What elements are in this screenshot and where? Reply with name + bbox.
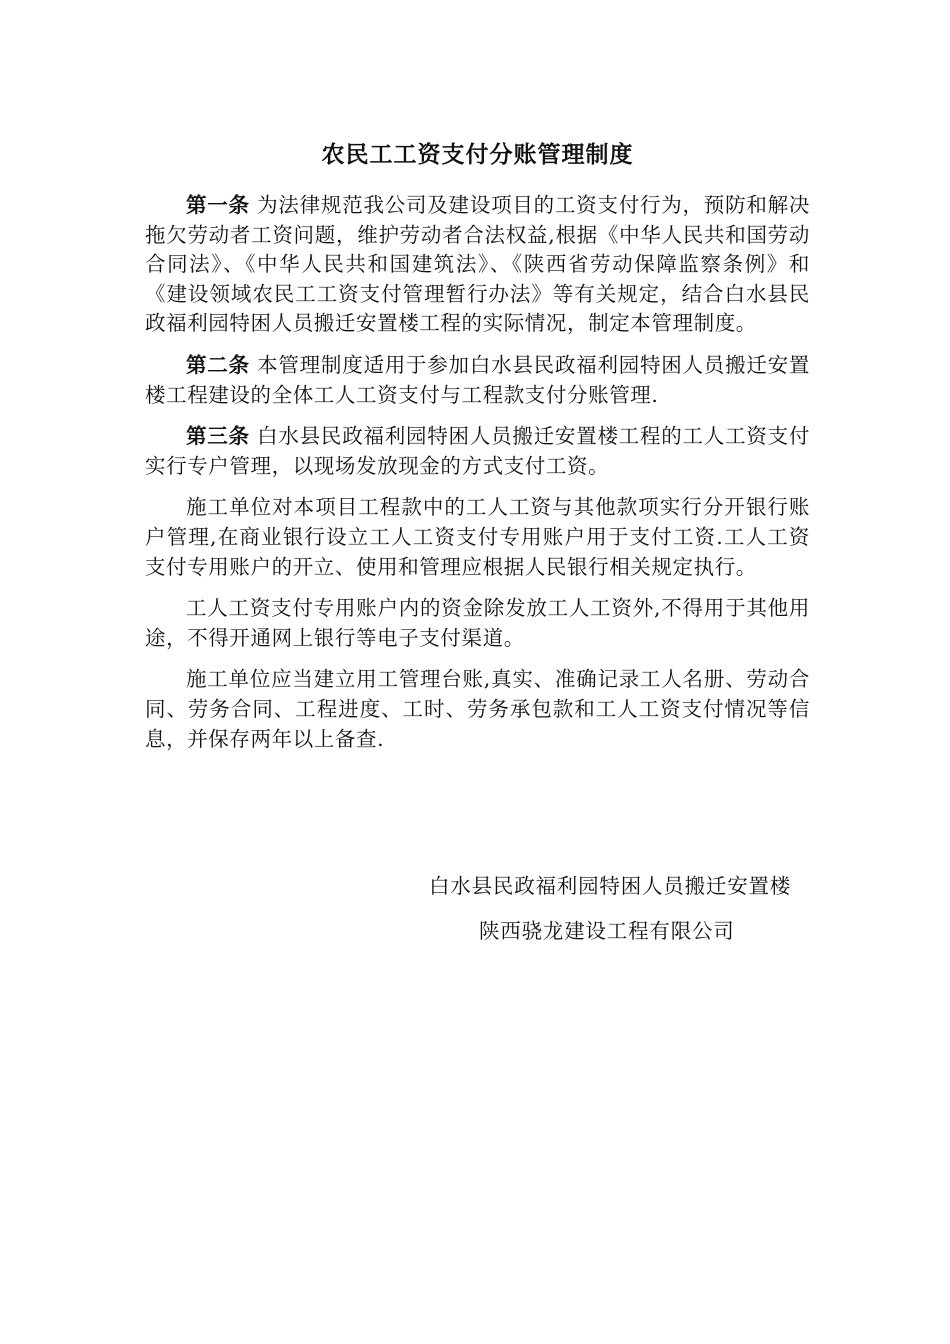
article-1 [145,191,810,339]
paragraph-account-usage: 工人工资支付专用账户内的资金除发放工人工资外,不得用于其他用途，不得开通网上银行等电子支付渠道。 [145,596,810,650]
article-3-text: 白水县民政福利园特困人员搬迁安置楼工程的工人工资支付实行专户管理，以现场发放现金的方式支付工资。 [145,424,810,478]
article-3 [145,422,810,481]
article-1-label: 第一条 [186,193,250,217]
document-body [145,191,810,766]
article-2-text: 本管理制度适用于参加白水县民政福利园特困人员搬迁安置楼工程建设的全体工人工资支付与工程款支付分账管理. [145,352,810,407]
document-title: 农民工工资支付分账管理制度 [321,141,634,168]
paragraph-bank-account: 施工单位对本项目工程款中的工人工资与其他款项实行分开银行账户管理,在商业银行设立工人工资支付专用账户用于支付工资.工人工资支付专用账户的开立、使用和管理应根据人民银行相关规定执行。 [145,495,810,579]
article-3-label: 第三条 [186,424,250,449]
article-2 [145,351,810,410]
article-1-text: 为法律规范我公司及建设项目的工资支付行为，预防和解决拖欠劳动者工资问题，维护劳动者合法权益,根据《中华人民共和国劳动合同法》、《中华人民共和国建筑法》、《陕西省劳动保障监察条例》和《建设领域农民工工资支付管理暂行办法》等有关规定，结合白水县民政福利园特困人员搬迁安置楼工程的实际情况，制定本管理制度。 [145,193,810,336]
signature-project: 白水县民政福利园特困人员搬迁安置楼 [429,874,792,898]
paragraph-labor-ledger: 施工单位应当建立用工管理台账,真实、准确记录工人名册、劳动合同、劳务合同、工程进度、工时、劳务承包款和工人工资支付情况等信息，并保存两年以上备查. [145,667,810,751]
article-2-label: 第二条 [186,352,250,377]
signature-company: 陕西骁龙建设工程有限公司 [479,919,735,943]
